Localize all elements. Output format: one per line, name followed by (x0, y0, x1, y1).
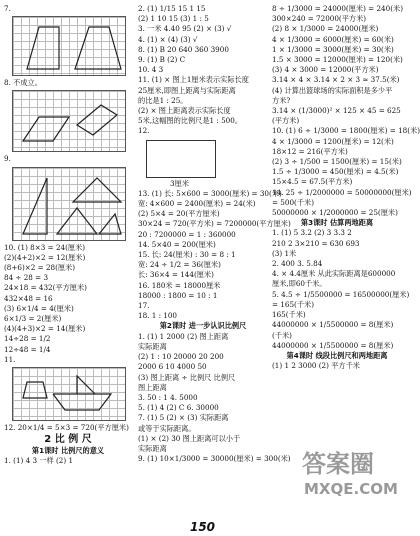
answer-line: (2)(4+2)×2 = 12(厘米) (4, 252, 86, 262)
answer-line: 实际距离 (138, 443, 167, 453)
answer-line: 或等于实际距离。 (138, 423, 196, 433)
answer-line: 4 × 1/3000 = 1200(厘米) = 12(米) (272, 136, 394, 146)
col1-block-e (4, 423, 132, 433)
answer-line: (3) 图上距离 ÷ 比例尺 比例尺 (138, 372, 236, 382)
col2-block-a (138, 4, 268, 137)
lesson-1-title: 第1课时 比例尺的意义 (31, 446, 105, 456)
answer-line: 1. (1) 5 3.2 (2) 3 3.3 2 (272, 228, 352, 238)
column-1 (4, 4, 132, 467)
answer-line: 5. 4.5 ÷ 1/5500000 = 16500000(厘米) (272, 289, 410, 299)
answer-line: 2. (1) 1/15 15 1 15 (138, 4, 206, 13)
answer-line: 7. (4, 4, 11, 13)
answer-line: 18. 1 : 100 (138, 311, 177, 321)
col1-block-d (4, 243, 132, 365)
col1-block-a (4, 4, 132, 14)
answer-line: (4)(4+3)×2 = 14(厘米) (4, 324, 86, 334)
answer-line: 10. (1) 6 ÷ 1/3000 = 1800(厘米) = 18(米) (272, 126, 420, 136)
answer-line: 10. (1) 8×3 = 24(厘米) (4, 242, 86, 252)
figure-parallelogram-grid (12, 90, 126, 152)
answer-line: 8 ÷ 1/3000 = 24000(厘米) = 240(米) (272, 4, 403, 13)
answer-line: 3.14 × (1/3000)² × 125 × 45 = 625 (272, 106, 401, 116)
answer-line: 9. (4, 154, 11, 164)
answer-line: 14. 5×40 = 200(厘米) (138, 239, 216, 249)
answer-line: 厘米,即60千米。 (272, 279, 327, 289)
lesson-4-title: 第4课时 线段比例尺和两地距离 (286, 350, 388, 360)
watermark-line-2: MXQE.COM (304, 480, 398, 498)
answer-line: 12. (138, 126, 150, 136)
answer-line: 15×4.5 = 67.5(平方米) (272, 177, 353, 187)
page-number: 150 (189, 520, 216, 534)
answer-line: 3. 50 : 1 4. 5000 (138, 392, 198, 402)
answer-line: 20 : 7200000 = 1 : 360000 (138, 229, 236, 239)
answer-line: 11. (1) × 图上1厘米表示实际长度 (138, 75, 249, 85)
answer-line: (2) 8 × 1/3000 = 24000(厘米) (272, 24, 379, 34)
answer-line: (千米) (272, 330, 292, 340)
answer-line: 8. (1) B 20 640 360 3900 (138, 44, 229, 54)
answer-line: 4. (1) × (4) (3) √ (138, 34, 198, 44)
answer-line: 432×48 = 16 (4, 293, 53, 303)
answer-line: 7. (1) 5 (2) × (3) 实际距离 (138, 413, 229, 423)
answer-line: (4) 计算出篮球场的实际面积是多少平 (272, 85, 393, 95)
answer-line: 4. × 4.4厘米 从此实际距离是600000 (272, 269, 396, 279)
answer-line: (3) 6×1/4 = 4(厘米) (4, 303, 74, 313)
lesson-3-title: 第3课时 估算两地距离 (300, 218, 374, 228)
answer-line: 15. 长: 24(厘米) : 30 = 8 : 1 (138, 250, 236, 260)
rectangle-figure (146, 140, 216, 178)
answer-line: (1) 1 2 3000 (2) 平方千米 (272, 361, 360, 371)
answer-line: 6×1/3 = 2(厘米) (4, 314, 62, 324)
answer-line: 9. (1) B (2) C (138, 55, 186, 65)
answer-line: 实际距离 (138, 341, 167, 351)
answer-line: 1.5 ÷ 1/3000 = 450(厘米) = 4.5(米) (272, 167, 399, 177)
answer-line: 30×24 = 720(平方米) = 7200000(平方厘米) (138, 219, 291, 229)
parallelogram-figure (13, 91, 125, 151)
answer-line: 165(千米) (272, 310, 306, 320)
answer-line: (平方米) (272, 116, 300, 126)
answer-line: 210 2 3×210 = 630 693 (272, 238, 360, 248)
answer-line: (2) × 图上距离表示实际长度 (138, 106, 231, 116)
boat-figure (13, 368, 125, 420)
answer-line: (8+6)×2 = 28(厘米) (4, 263, 76, 273)
answer-line: 14. 25 ÷ 1/2000000 = 50000000(厘米) (272, 187, 412, 197)
answer-line: 1 × 1/3000 = 3000(厘米) = 30(米) (272, 44, 394, 54)
answer-line: 宽: 24 ÷ 1/2 = 36(厘米) (138, 260, 221, 270)
figure-boat-grid (12, 367, 126, 421)
answer-line: = 500(千米) (272, 197, 315, 207)
answer-line: 的比是1 : 25。 (138, 95, 188, 105)
answer-line: 18000 : 1800 = 10 : 1 (138, 290, 218, 300)
answer-line: 13. (1) 长: 5×600 = 3000(厘米) = 30(米) (138, 188, 282, 198)
col3-block-c (272, 361, 402, 371)
answer-line: 16. 180米 = 18000厘米 (138, 280, 221, 290)
figure-trapezoid-grid (12, 16, 126, 76)
col3-block-b (272, 228, 410, 350)
figure-triangle-grid (12, 167, 126, 241)
trapezoid-figure (13, 17, 125, 75)
answer-line: 17. (138, 301, 150, 311)
answer-line: 2. 400 3. 5.84 (272, 259, 323, 269)
answer-line: = 165(千米) (272, 299, 315, 309)
rectangle-label: 3厘米 (170, 178, 189, 188)
answer-line: 图上距离 (138, 382, 167, 392)
column-3 (272, 4, 420, 371)
answer-line: 1.5 × 3000 = 12000(厘米) = 120(米) (272, 55, 403, 65)
answer-line: (2) 1 10 15 (3) 1 : 5 (138, 14, 209, 24)
answer-line: 4 × 1/3000 = 6000(厘米) = 60(米) (272, 34, 394, 44)
answer-line: 12. 20×1/4 = 5×3 = 720(平方厘米) (4, 423, 129, 433)
answer-line: 长: 36×4 = 144(厘米) (138, 270, 214, 280)
answer-line: 44000000 × 1/5500000 = 8(厘米) (272, 340, 394, 350)
answer-line: 3. 一米 4.40 95 (2) × (3) √ (138, 24, 232, 34)
answer-line: 44000000 × 1/5500000 = 8(厘米) (272, 320, 394, 330)
col1-block-f (4, 456, 132, 466)
answer-line: (3) 4 × 3000 = 12000(平方米) (272, 65, 379, 75)
answer-line: 5. (1) 4 (2) C 6. 30000 (138, 403, 219, 413)
answer-line: (1) × (2) 30 图上距离可以小于 (138, 433, 241, 443)
answer-line: 24×18 = 432(平方厘米) (4, 283, 87, 293)
answer-line: 8. 不成立。 (4, 78, 42, 88)
answer-line: 9. (1) 10×1/3000 = 30000(厘米) = 300(米) (138, 454, 291, 464)
answer-line: 84 ÷ 28 = 3 (4, 273, 49, 283)
col1-block-b (4, 78, 132, 88)
answer-line: 1. (1) 4 3 一样 (2) 1 (4, 456, 74, 466)
col3-block-a (272, 4, 420, 218)
col1-block-c (4, 154, 132, 164)
triangle-figure (13, 168, 125, 240)
answer-line: 5米,这幅图的比例尺是1 : 500。 (138, 116, 243, 126)
watermark-logo (298, 426, 402, 516)
answer-line: 10. 4 3 (138, 65, 164, 75)
unit-title: 2 比 例 尺 (44, 434, 92, 446)
answer-line: 2000 6 10 4000 50 (138, 362, 207, 372)
answer-line: 1. (1) 1 2000 (2) 图上距离 (138, 331, 229, 341)
answer-line: 11. (4, 354, 16, 364)
answer-line: 300×240 = 72000(平方米) (272, 14, 367, 24)
answer-line: (2) 1 : 10 20000 20 200 (138, 352, 224, 362)
answer-line: 25厘米,即图上距离与实际距离 (138, 85, 236, 95)
answer-line: 12÷48 = 1/4 (4, 344, 51, 354)
answer-line: 方米? (272, 95, 291, 105)
answer-line: (2) 5×4 = 20(平方厘米) (138, 209, 220, 219)
answer-line: (3) 1米 (272, 248, 297, 258)
answer-line: 50000000 × 1/2000000 = 25(厘米) (272, 208, 398, 218)
answer-line: 3.14 × 4 × 3.14 × 2 × 3 ≈ 37.5(米) (272, 75, 400, 85)
answer-line: 宽: 4×600 = 2400(厘米) = 24(米) (138, 199, 256, 209)
answer-line: 18×12 = 216(平方米) (272, 146, 348, 156)
answer-line: (2) 3 ÷ 1/500 = 1500(厘米) = 15(米) (272, 157, 402, 167)
lesson-2-title: 第2课时 进一步认识比例尺 (159, 321, 247, 331)
answer-line: 14÷28 = 1/2 (4, 334, 51, 344)
watermark-line-1: 答案圈 (302, 450, 374, 478)
